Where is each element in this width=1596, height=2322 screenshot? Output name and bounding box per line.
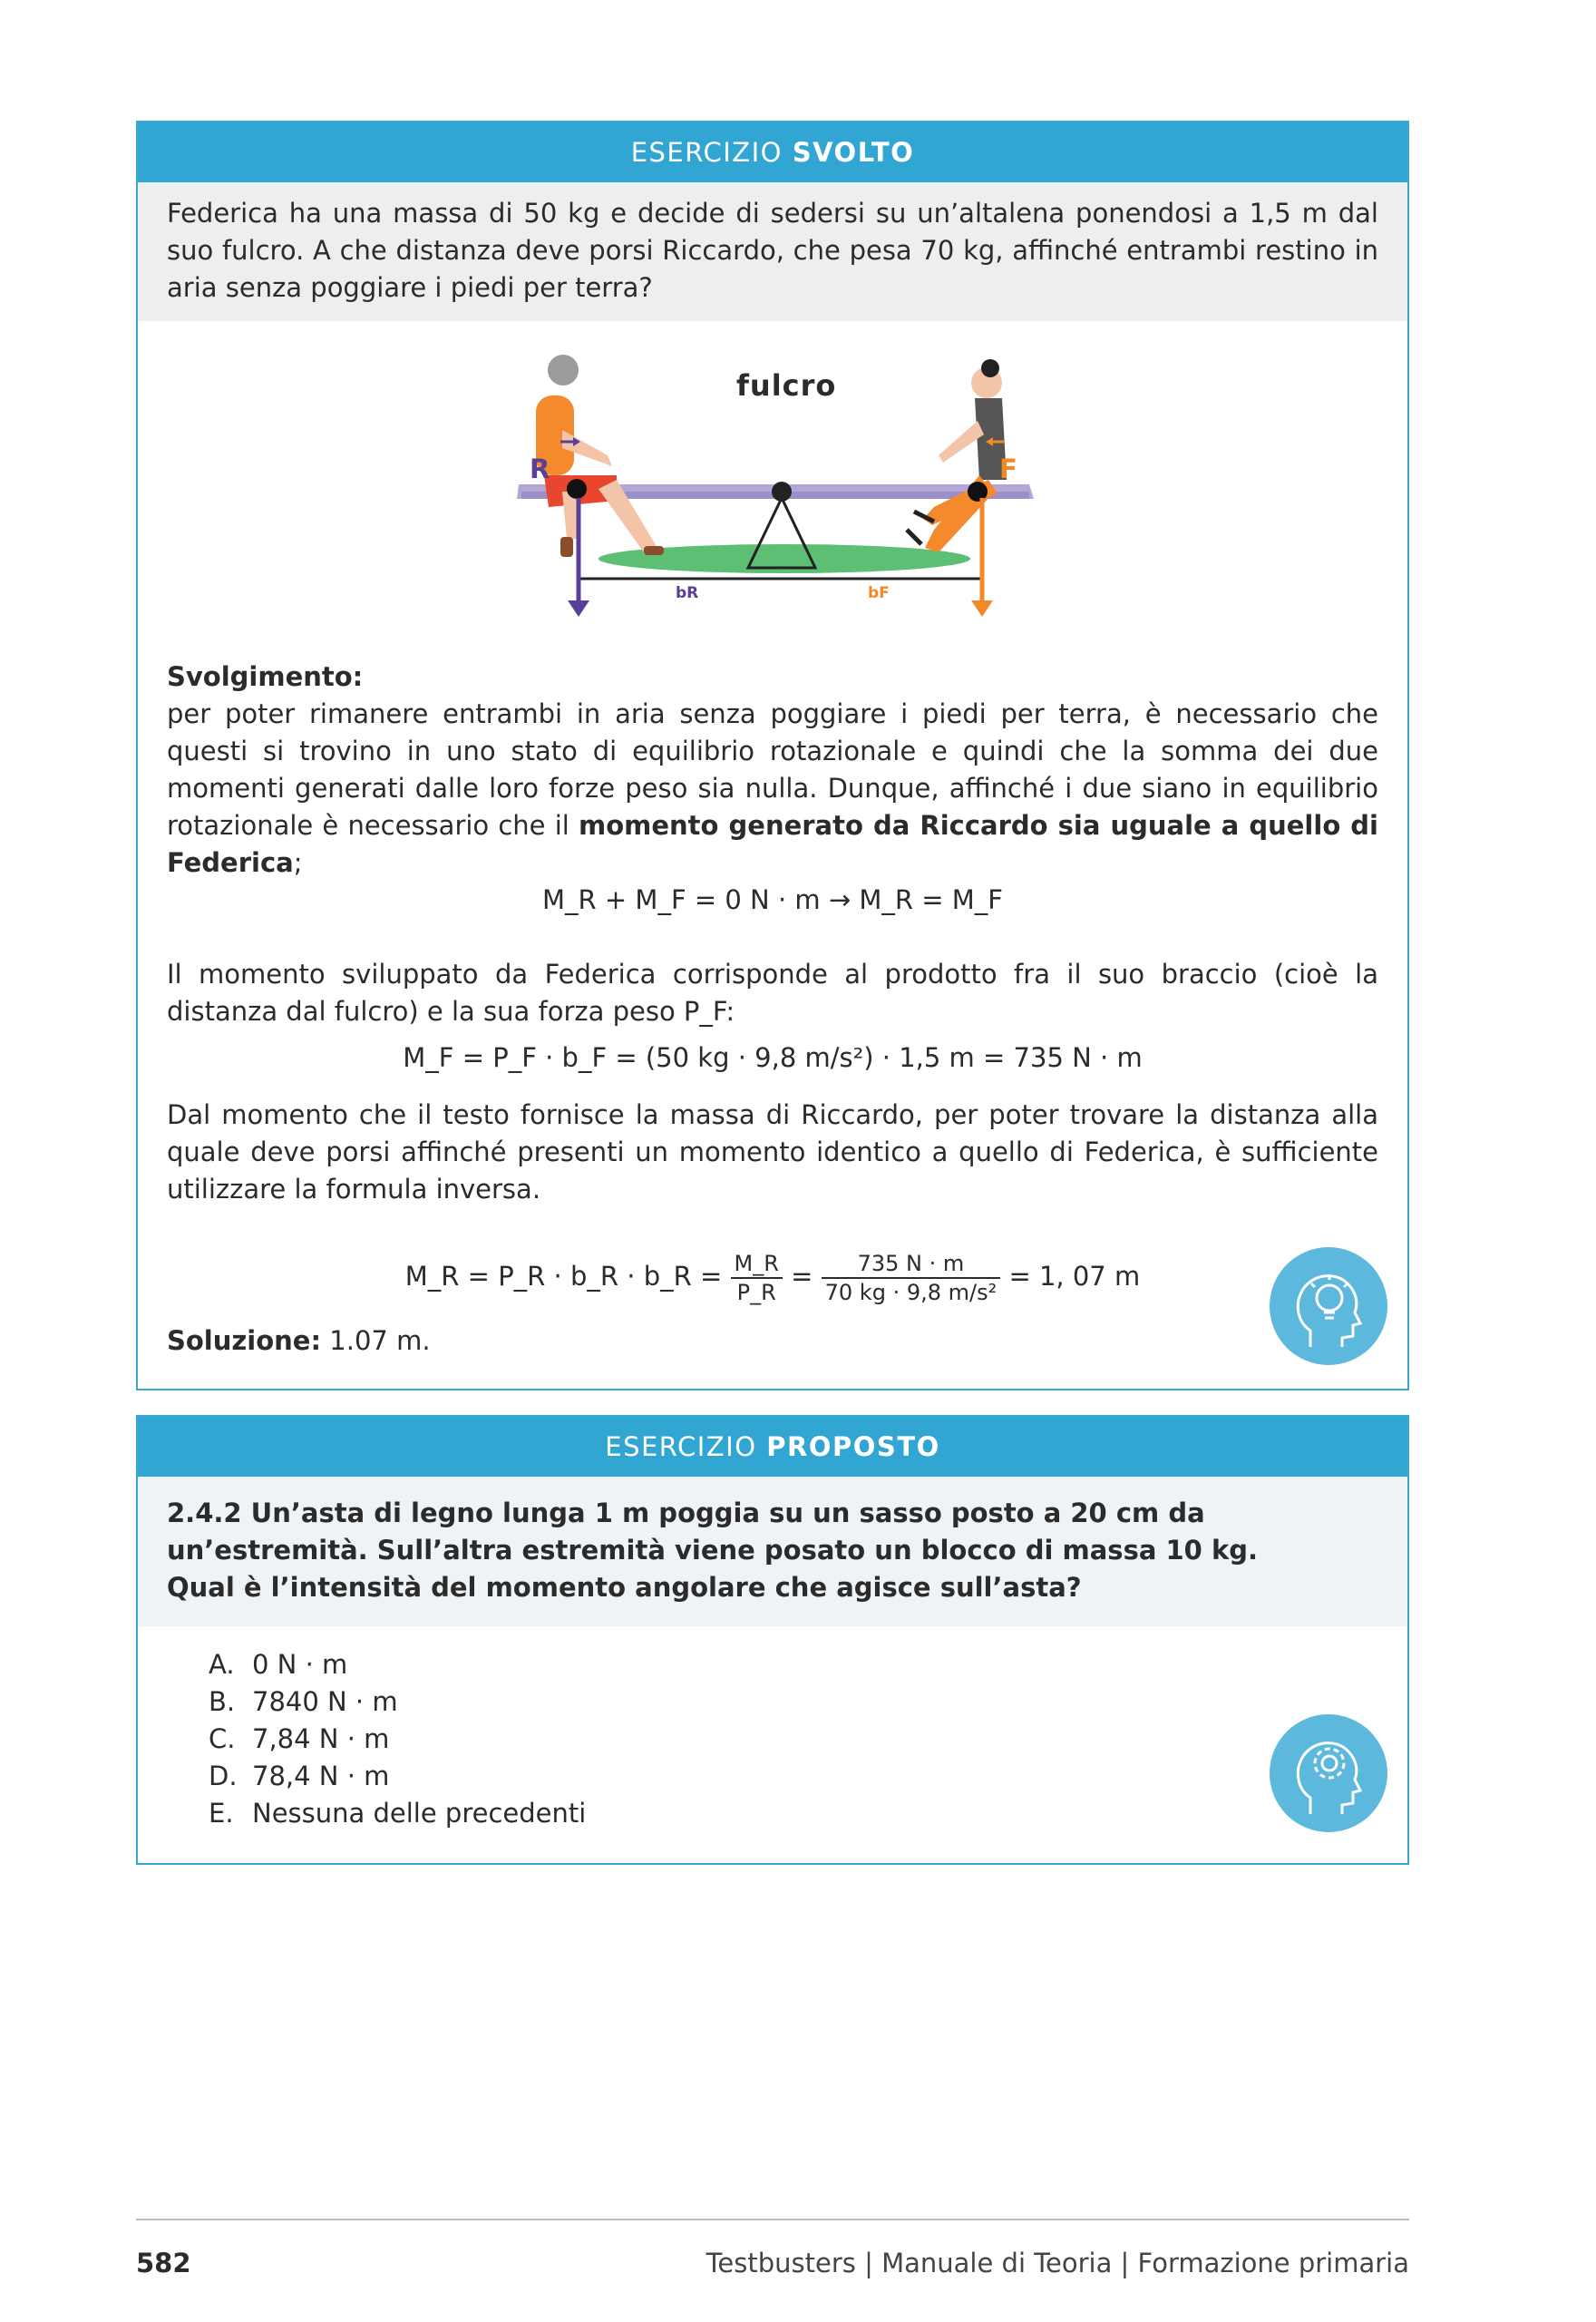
- option-d[interactable]: D. 78,4 N · m: [209, 1761, 390, 1791]
- equation-3: M_R = P_R · b_R · b_R = $\frac{M\_R}{P\_R}$ = $\frac{735 N \cdot m}{\text{70 kg · 9,8 m/s²}}$ = 1, 07 m: [404, 1251, 1141, 1305]
- option-a[interactable]: A. 0 N · m: [209, 1649, 348, 1680]
- proposed-exercise-box: [136, 1415, 1409, 1865]
- arm-r-label: bR: [676, 584, 699, 602]
- arm-f-label: bF: [868, 584, 890, 602]
- solution-body: [138, 648, 1407, 1360]
- option-c[interactable]: C. 7,84 N · m: [209, 1723, 390, 1754]
- force-r-label: R: [530, 454, 550, 484]
- option-b[interactable]: B. 7840 N · m: [209, 1686, 398, 1717]
- federica-person: [907, 359, 1007, 552]
- solution-line: Soluzione: 1.07 m.: [167, 1325, 431, 1356]
- page-number: 582: [136, 2248, 191, 2278]
- seesaw-figure: [138, 321, 1407, 648]
- footer-divider: [136, 2219, 1409, 2220]
- solved-exercise-header: [138, 122, 1407, 182]
- solved-prompt: Federica ha una massa di 50 kg e decide di sedersi su un’altalena ponendosi a 1,5 m dal suo fulcro. A che distanza deve porsi Riccardo, che pesa 70 kg, affinché entrambi restino in aria senza poggiare i piedi per terra?: [138, 182, 1407, 321]
- fraction-m-over-p: $\frac{M\_R}{P\_R}$: [731, 1250, 783, 1306]
- solution-paragraph-2: Il momento sviluppato da Federica corrisponde al prodotto fra il suo braccio (cioè la distanza dal fulcro) e la sua forza peso P_F:: [167, 959, 1378, 1027]
- equation-1: M_R + M_F = 0 N · m → M_R = M_F: [542, 884, 1003, 915]
- solved-exercise-box: [136, 121, 1409, 1390]
- f-arrow-head: [971, 600, 993, 617]
- solved-header-bold: SVOLTO: [792, 137, 915, 168]
- equation-2: M_F = P_F · b_F = (50 kg · 9,8 m/s²) · 1,5 m = 735 N · m: [403, 1042, 1143, 1073]
- r-arrow-head: [568, 600, 589, 617]
- option-e[interactable]: E. Nessuna delle precedenti: [209, 1798, 587, 1829]
- lightbulb-head-icon: [1270, 1247, 1387, 1365]
- solution-paragraph-3: Dal momento che il testo fornisce la massa di Riccardo, per poter trovare la distanza alla quale deve porsi affinché presenti un momento identico a quello di Federica, è sufficiente utilizzare la formula inversa.: [167, 1099, 1378, 1205]
- solution-heading: Svolgimento:: [167, 661, 364, 692]
- solution-paragraph-1: per poter rimanere entrambi in aria senza poggiare i piedi per terra, è necessario che questi si trovino in uno stato di equilibrio rotazionale e quindi che la somma dei due momenti generati dalle loro forze peso sia nulla. Dunque, affinché i due siano in equilibrio rotazionale è necessario che il momento generato da Riccardo sia uguale a quello di Federica;: [167, 698, 1378, 878]
- fraction-values: $\frac{735 N \cdot m}{\text{70 kg · 9,8 m/s²}}$: [822, 1250, 1001, 1306]
- proposed-question: 2.4.2 Un’asta di legno lunga 1 m poggia su un sasso posto a 20 cm da un’estremità. Sull’altra estremità viene posato un blocco di massa 10 kg. Qual è l’intensità del momento angolare che agisce sull’asta?: [138, 1477, 1407, 1626]
- solved-header-prefix: ESERCIZIO: [630, 137, 783, 168]
- gear-head-icon: [1270, 1714, 1387, 1832]
- proposed-exercise-header: ESERCIZIO PROPOSTO: [138, 1417, 1407, 1477]
- riccardo-person: [536, 355, 664, 557]
- fulcrum-label: fulcro: [736, 368, 837, 403]
- key-statement: momento generato da Riccardo sia uguale a quello di Federica: [167, 810, 1378, 878]
- answer-options: [138, 1626, 1407, 1832]
- footer-title: Testbusters | Manuale di Teoria | Formazione primaria: [706, 2248, 1409, 2278]
- force-f-label: F: [999, 454, 1017, 484]
